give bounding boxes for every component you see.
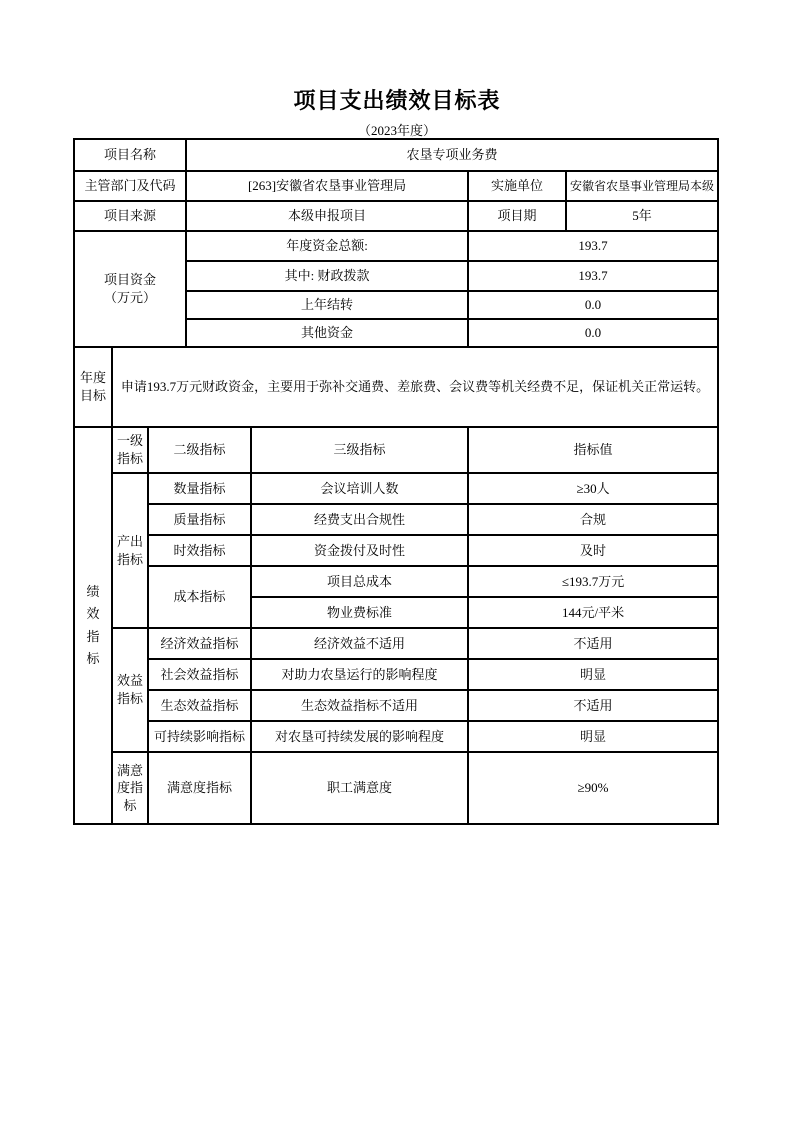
row-source — [74, 201, 718, 231]
indicator-l2: 经济效益指标 — [148, 628, 251, 659]
indicator-l2: 社会效益指标 — [148, 659, 251, 690]
perf-header-l1: 一级指标 — [112, 427, 148, 473]
funding-fiscal-label: 其中: 财政拨款 — [186, 261, 468, 291]
funding-other-label: 其他资金 — [186, 319, 468, 347]
funding-label-line2: （万元） — [104, 290, 157, 305]
indicator-l2: 质量指标 — [148, 504, 251, 535]
impl-unit-label: 实施单位 — [468, 171, 566, 201]
indicator-l3: 职工满意度 — [251, 752, 468, 824]
impl-unit-value: 安徽省农垦事业管理局本级 — [566, 171, 718, 201]
indicator-l2: 生态效益指标 — [148, 690, 251, 721]
indicator-l3: 会议培训人数 — [251, 473, 468, 504]
indicator-value: 不适用 — [468, 690, 718, 721]
indicator-row — [74, 752, 718, 824]
indicator-l3: 资金拨付及时性 — [251, 535, 468, 566]
indicator-l2: 可持续影响指标 — [148, 721, 251, 752]
indicator-value: 144元/平米 — [468, 597, 718, 628]
indicator-row — [74, 473, 718, 504]
project-name-value: 农垦专项业务费 — [186, 139, 718, 171]
perf-group-output-label: 产出指标 — [112, 473, 148, 628]
indicator-value: 及时 — [468, 535, 718, 566]
perf-section-label — [74, 427, 112, 824]
indicator-l2: 时效指标 — [148, 535, 251, 566]
funding-total-label: 年度资金总额: — [186, 231, 468, 261]
indicator-value: ≥90% — [468, 752, 718, 824]
source-value: 本级申报项目 — [186, 201, 468, 231]
annual-goal-label: 年度目标 — [74, 347, 112, 427]
indicator-row — [74, 628, 718, 659]
perf-section-label-text: 绩效指标 — [86, 584, 100, 666]
indicator-row — [74, 535, 718, 566]
indicator-l3: 生态效益指标不适用 — [251, 690, 468, 721]
project-name-label: 项目名称 — [74, 139, 186, 171]
indicator-row — [74, 659, 718, 690]
funding-fiscal-value: 193.7 — [468, 261, 718, 291]
period-value: 5年 — [566, 201, 718, 231]
row-perf-header — [74, 427, 718, 473]
funding-total-value: 193.7 — [468, 231, 718, 261]
perf-header-value: 指标值 — [468, 427, 718, 473]
funding-other-value: 0.0 — [468, 319, 718, 347]
page-title: 项目支出绩效目标表 — [293, 88, 501, 113]
indicator-row — [74, 504, 718, 535]
period-label: 项目期 — [468, 201, 566, 231]
indicator-row — [74, 566, 718, 597]
row-department — [74, 171, 718, 201]
funding-carryover-value: 0.0 — [468, 291, 718, 319]
performance-target-table — [73, 138, 719, 825]
indicator-value: 合规 — [468, 504, 718, 535]
indicator-l3: 物业费标准 — [251, 597, 468, 628]
indicator-l2: 数量指标 — [148, 473, 251, 504]
indicator-l3: 项目总成本 — [251, 566, 468, 597]
indicator-value: ≥30人 — [468, 473, 718, 504]
indicator-value: 明显 — [468, 659, 718, 690]
indicator-l3: 经费支出合规性 — [251, 504, 468, 535]
indicator-l2: 满意度指标 — [148, 752, 251, 824]
perf-header-l2: 二级指标 — [148, 427, 251, 473]
row-project-name — [74, 139, 718, 171]
indicator-value: 不适用 — [468, 628, 718, 659]
row-funding-total — [74, 231, 718, 261]
row-annual-goal — [74, 347, 718, 427]
source-label: 项目来源 — [74, 201, 186, 231]
indicator-row — [74, 721, 718, 752]
funding-label-line1: 项目资金 — [104, 272, 157, 288]
indicator-l3: 对农垦可持续发展的影响程度 — [251, 721, 468, 752]
dept-value: [263]安徽省农垦事业管理局 — [186, 171, 468, 201]
dept-label: 主管部门及代码 — [74, 171, 186, 201]
indicator-value: ≤193.7万元 — [468, 566, 718, 597]
perf-group-benefit-label: 效益指标 — [112, 628, 148, 752]
funding-label — [74, 231, 186, 347]
indicator-value: 明显 — [468, 721, 718, 752]
indicator-row — [74, 690, 718, 721]
indicator-l3: 对助力农垦运行的影响程度 — [251, 659, 468, 690]
indicator-l2-cost: 成本指标 — [148, 566, 251, 628]
funding-carryover-label: 上年结转 — [186, 291, 468, 319]
annual-goal-text: 申请193.7万元财政资金，主要用于弥补交通费、差旅费、会议费等机关经费不足，保证机关正常运转。 — [112, 347, 718, 427]
indicator-l3: 经济效益不适用 — [251, 628, 468, 659]
page-subtitle: （2023年度） — [357, 123, 436, 138]
perf-group-satisfaction-label: 满意度指标 — [112, 752, 148, 824]
perf-header-l3: 三级指标 — [251, 427, 468, 473]
